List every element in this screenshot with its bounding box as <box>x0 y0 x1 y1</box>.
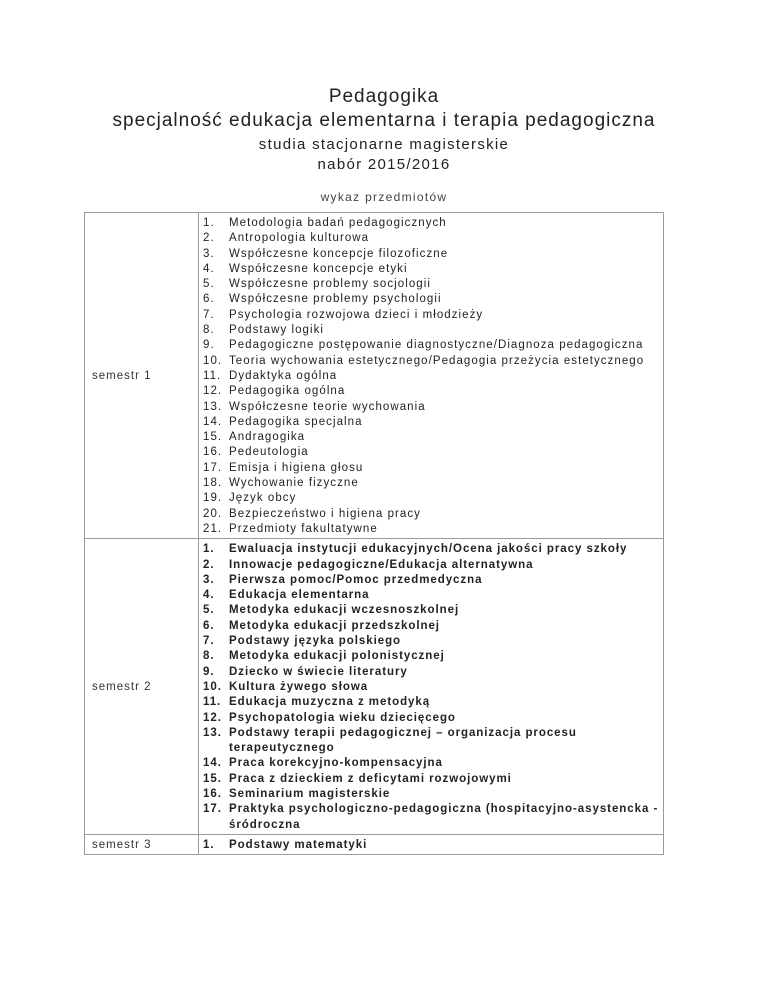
subject-name: Współczesne problemy socjologii <box>229 278 431 291</box>
subject-number: 14. <box>203 415 223 428</box>
subject-number: 15. <box>203 431 223 444</box>
subject-item <box>199 247 661 262</box>
subject-item <box>199 216 661 231</box>
subject-name: Metodyka edukacji wczesnoszkolnej <box>229 604 460 617</box>
subject-item <box>199 461 661 476</box>
subject-number: 21. <box>203 522 223 535</box>
subject-item <box>199 369 661 384</box>
subject-number: 3. <box>203 573 215 586</box>
semester-label: semestr 2 <box>85 539 199 835</box>
subject-name: Wychowanie fizyczne <box>229 477 359 490</box>
subject-list <box>199 216 661 537</box>
subject-name: Edukacja muzyczna z metodyką <box>229 696 431 709</box>
subject-number: 17. <box>203 461 223 474</box>
semester-row <box>85 834 664 854</box>
subject-item <box>199 588 661 603</box>
subject-number: 10. <box>203 354 223 367</box>
subject-item <box>199 323 661 338</box>
subject-name: Bezpieczeństwo i higiena pracy <box>229 507 421 520</box>
subject-number: 16. <box>203 787 222 800</box>
subject-item <box>199 338 661 353</box>
subject-item <box>199 292 661 307</box>
subject-item <box>199 542 661 557</box>
subject-item <box>199 522 661 537</box>
subject-name: Podstawy matematyki <box>229 838 368 851</box>
subject-name: Podstawy logiki <box>229 324 325 337</box>
subject-number: 5. <box>203 604 215 617</box>
subject-name: Podstawy terapii pedagogicznej – organizacja procesu terapeutycznego <box>229 726 577 755</box>
subject-item <box>199 415 661 430</box>
semester-label: semestr 3 <box>85 834 199 854</box>
subject-number: 20. <box>203 507 223 520</box>
subject-name: Innowacje pedagogiczne/Edukacja alternatywna <box>229 558 534 571</box>
subject-number: 1. <box>203 543 215 556</box>
subject-item <box>199 354 661 369</box>
subject-name: Antropologia kulturowa <box>229 232 370 245</box>
subject-item <box>199 430 661 445</box>
subject-number: 3. <box>203 247 215 260</box>
subject-item <box>199 262 661 277</box>
subject-name: Edukacja elementarna <box>229 589 370 602</box>
semester-subjects-cell <box>199 213 664 539</box>
subject-number: 8. <box>203 650 215 663</box>
subject-item <box>199 711 661 726</box>
subject-name: Pedagogiczne postępowanie diagnostyczne/Diagnoza pedagogiczna <box>229 339 644 352</box>
subjects-table <box>84 212 664 855</box>
subject-item <box>199 756 661 771</box>
semester-row <box>85 539 664 835</box>
subject-number: 12. <box>203 385 223 398</box>
subject-item <box>199 680 661 695</box>
subject-number: 14. <box>203 757 222 770</box>
subject-number: 1. <box>203 217 215 229</box>
study-mode-heading: studia stacjonarne magisterskie <box>258 136 510 153</box>
subject-item <box>199 619 661 634</box>
subject-item <box>199 445 661 460</box>
subject-name: Pedagogika specjalna <box>229 415 363 428</box>
subject-number: 11. <box>203 369 222 382</box>
semester-label: semestr 1 <box>85 213 199 539</box>
subject-item <box>199 491 661 506</box>
subject-list-heading: wykaz przedmiotów <box>320 190 448 204</box>
subject-item <box>199 231 661 246</box>
subject-number: 10. <box>203 680 222 693</box>
subject-name: Metodyka edukacji przedszkolnej <box>229 619 440 632</box>
subject-item <box>199 400 661 415</box>
subject-name: Pierwsza pomoc/Pomoc przedmedyczna <box>229 573 483 586</box>
subject-number: 5. <box>203 278 215 291</box>
subject-item <box>199 384 661 399</box>
subject-number: 17. <box>203 803 222 816</box>
subject-number: 15. <box>203 772 222 785</box>
subject-name: Andragogika <box>229 431 306 444</box>
subject-number: 4. <box>203 589 215 602</box>
subject-name: Pedagogika ogólna <box>229 385 346 398</box>
semester-subjects-cell <box>199 539 664 835</box>
subject-item <box>199 308 661 323</box>
specialty-heading: specjalność edukacja elementarna i terapia pedagogiczna <box>112 110 656 131</box>
subject-name: Praca z dzieckiem z deficytami rozwojowymi <box>229 772 512 785</box>
subject-item <box>199 603 661 618</box>
subject-item <box>199 476 661 491</box>
subject-number: 19. <box>203 492 223 505</box>
subject-name: Pedeutologia <box>229 446 309 459</box>
subject-item <box>199 558 661 573</box>
subject-name: Współczesne teorie wychowania <box>229 400 426 413</box>
subject-number: 7. <box>203 308 215 321</box>
subject-name: Współczesne problemy psychologii <box>229 293 442 306</box>
subject-name: Współczesne koncepcje filozoficzne <box>229 247 449 260</box>
subject-name: Dydaktyka ogólna <box>229 369 338 382</box>
subject-name: Teoria wychowania estetycznego/Pedagogia przeżycia estetycznego <box>229 354 645 367</box>
subject-item <box>199 802 661 833</box>
subject-name: Ewaluacja instytucji edukacyjnych/Ocena jakości pracy szkoły <box>229 543 628 556</box>
subject-name: Język obcy <box>229 492 297 505</box>
semester-subjects-cell <box>199 834 664 854</box>
subject-item <box>199 726 661 757</box>
subject-name: Metodyka edukacji polonistycznej <box>229 650 445 663</box>
subject-name: Współczesne koncepcje etyki <box>229 262 408 275</box>
subject-item <box>199 665 661 680</box>
subject-item <box>199 772 661 787</box>
intake-heading: nabór 2015/2016 <box>317 156 451 173</box>
document-title: Pedagogika <box>328 86 440 107</box>
subject-number: 6. <box>203 293 215 306</box>
subject-item <box>199 695 661 710</box>
subject-number: 13. <box>203 726 222 739</box>
subject-item <box>199 277 661 292</box>
subject-name: Emisja i higiena głosu <box>229 461 364 474</box>
subject-item <box>199 634 661 649</box>
subject-name: Psychopatologia wieku dziecięcego <box>229 711 456 724</box>
subject-number: 6. <box>203 619 215 632</box>
subject-name: Metodologia badań pedagogicznych <box>229 217 447 229</box>
subject-list <box>199 542 661 833</box>
subject-number: 2. <box>203 232 215 245</box>
subject-name: Przedmioty fakultatywne <box>229 522 378 535</box>
subject-name: Podstawy języka polskiego <box>229 635 402 648</box>
subject-name: Psychologia rozwojowa dzieci i młodzieży <box>229 308 484 321</box>
subject-name: Kultura żywego słowa <box>229 680 369 693</box>
subject-number: 12. <box>203 711 222 724</box>
subject-item <box>199 649 661 664</box>
subject-name: Praktyka psychologiczno-pedagogiczna (hospitacyjno-asystencka - śródroczna <box>229 803 659 831</box>
subject-number: 1. <box>203 838 215 851</box>
semester-row <box>85 213 664 539</box>
subject-number: 11. <box>203 696 222 709</box>
subject-number: 4. <box>203 262 215 275</box>
subject-item <box>199 573 661 588</box>
subject-number: 13. <box>203 400 223 413</box>
subject-number: 9. <box>203 339 215 352</box>
subject-item <box>199 507 661 522</box>
subject-number: 18. <box>203 477 223 490</box>
subject-item <box>199 838 661 853</box>
subject-name: Seminarium magisterskie <box>229 787 391 800</box>
subject-number: 16. <box>203 446 223 459</box>
subject-name: Praca korekcyjno-kompensacyjna <box>229 757 443 770</box>
subject-item <box>199 787 661 802</box>
subject-number: 8. <box>203 324 215 337</box>
subject-list <box>199 838 661 853</box>
subject-name: Dziecko w świecie literatury <box>229 665 408 678</box>
subject-number: 7. <box>203 635 215 648</box>
subject-number: 2. <box>203 558 215 571</box>
subject-number: 9. <box>203 665 215 678</box>
